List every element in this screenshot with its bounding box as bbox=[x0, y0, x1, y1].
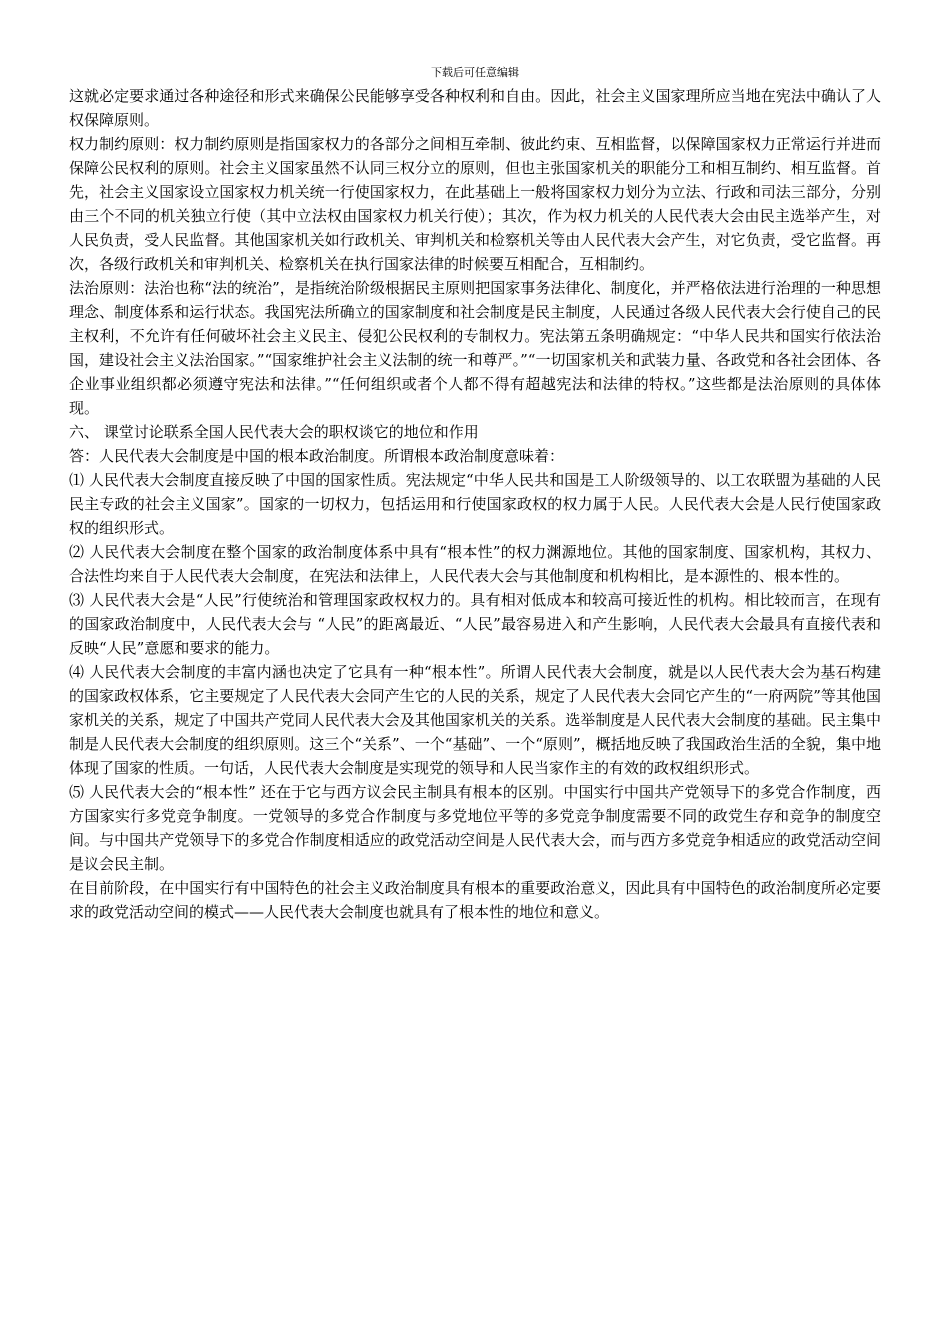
document-body bbox=[69, 84, 881, 924]
paragraph-point-1: ⑴ 人民代表大会制度直接反映了中国的国家性质。宪法规定“中华人民共和国是工人阶级领导的、以工农联盟为基础的人民民主专政的社会主义国家”。国家的一切权力，包括运用和行使国家政权的权力属于人民。人民代表大会是人民行使国家政权的组织形式。 bbox=[69, 471, 881, 537]
page-header: 下载后可任意编辑 bbox=[431, 66, 519, 79]
paragraph-point-3: ⑶ 人民代表大会是“人民”行使统治和管理国家政权权力的。具有相对低成本和较高可接近性的机构。相比较而言，在现有的国家政治制度中，人民代表大会与 “人民”的距离最近、“人民”最容易进入和产生影响，人民代表大会最具有直接代表和反映“人民”意愿和要求的能力。 bbox=[69, 591, 881, 657]
section-heading-six: 六、 课堂讨论联系全国人民代表大会的职权谈它的地位和作用 bbox=[69, 423, 479, 441]
paragraph-power-restriction: 权力制约原则：权力制约原则是指国家权力的各部分之间相互牵制、彼此约束、互相监督，以保障国家权力正常运行并进而保障公民权利的原则。社会主义国家虽然不认同三权分立的原则，但也主张国家机关的职能分工和相互制约、相互监督。首先，社会主义国家设立国家权力机关统一行使国家权力，在此基础上一般将国家权力划分为立法、行政和司法三部分，分别由三个不同的机关独立行使（其中立法权由国家权力机关行使）；其次，作为权力机关的人民代表大会由民主选举产生，对人民负责，受人民监督。其他国家机关如行政机关、审判机关和检察机关等由人民代表大会产生，对它负责，受它监督。再次，各级行政机关和审判机关、检察机关在执行国家法律的时候要互相配合，互相制约。 bbox=[69, 135, 881, 273]
paragraph-answer-intro: 答：人民代表大会制度是中国的根本政治制度。所谓根本政治制度意味着： bbox=[69, 447, 565, 465]
paragraph-conclusion: 在目前阶段，在中国实行有中国特色的社会主义政治制度具有根本的重要政治意义，因此具有中国特色的政治制度所必定要求的政党活动空间的模式——人民代表大会制度也就具有了根本性的地位和意义。 bbox=[69, 879, 881, 921]
paragraph-point-2: ⑵ 人民代表大会制度在整个国家的政治制度体系中具有“根本性”的权力渊源地位。其他的国家制度、国家机构，其权力、合法性均来自于人民代表大会制度，在宪法和法律上，人民代表大会与其他制度和机构相比，是本源性的、根本性的。 bbox=[69, 543, 881, 585]
paragraph-point-5: ⑸ 人民代表大会的“根本性” 还在于它与西方议会民主制具有根本的区别。中国实行中国共产党领导下的多党合作制度，西方国家实行多党竞争制度。一党领导的多党合作制度与多党地位平等的多党竞争制度需要不同的政党生存和竞争的制度空间。与中国共产党领导下的多党合作制度相适应的政党活动空间是人民代表大会，而与西方多党竞争相适应的政党活动空间是议会民主制。 bbox=[69, 783, 881, 873]
paragraph-rule-of-law: 法治原则：法治也称“法的统治”，是指统治阶级根据民主原则把国家事务法律化、制度化，并严格依法进行治理的一种思想理念、制度体系和运行状态。我国宪法所确立的国家制度和社会制度是民主制度，人民通过各级人民代表大会行使自己的民主权利，不允许有任何破坏社会主义民主、侵犯公民权利的专制权力。宪法第五条明确规定：“中华人民共和国实行依法治国，建设社会主义法治国家。”“国家维护社会主义法制的统一和尊严。”“一切国家机关和武装力量、各政党和各社会团体、各企业事业组织都必须遵守宪法和法律。”“任何组织或者个人都不得有超越宪法和法律的特权。”这些都是法治原则的具体体现。 bbox=[69, 279, 881, 417]
paragraph-human-rights: 这就必定要求通过各种途径和形式来确保公民能够享受各种权利和自由。因此，社会主义国家理所应当地在宪法中确认了人权保障原则。 bbox=[69, 87, 881, 129]
paragraph-point-4: ⑷ 人民代表大会制度的丰富内涵也决定了它具有一种“根本性”。所谓人民代表大会制度，就是以人民代表大会为基石构建的国家政权体系，它主要规定了人民代表大会同产生它的人民的关系，规定了人民代表大会同它产生的“一府两院”等其他国家机关的关系，规定了中国共产党同人民代表大会及其他国家机关的关系。选举制度是人民代表大会制度的基础。民主集中制是人民代表大会制度的组织原则。这三个“关系”、一个“基础”、一个“原则”，概括地反映了我国政治生活的全貌，集中地体现了国家的性质。一句话，人民代表大会制度是实现党的领导和人民当家作主的有效的政权组织形式。 bbox=[69, 663, 881, 777]
